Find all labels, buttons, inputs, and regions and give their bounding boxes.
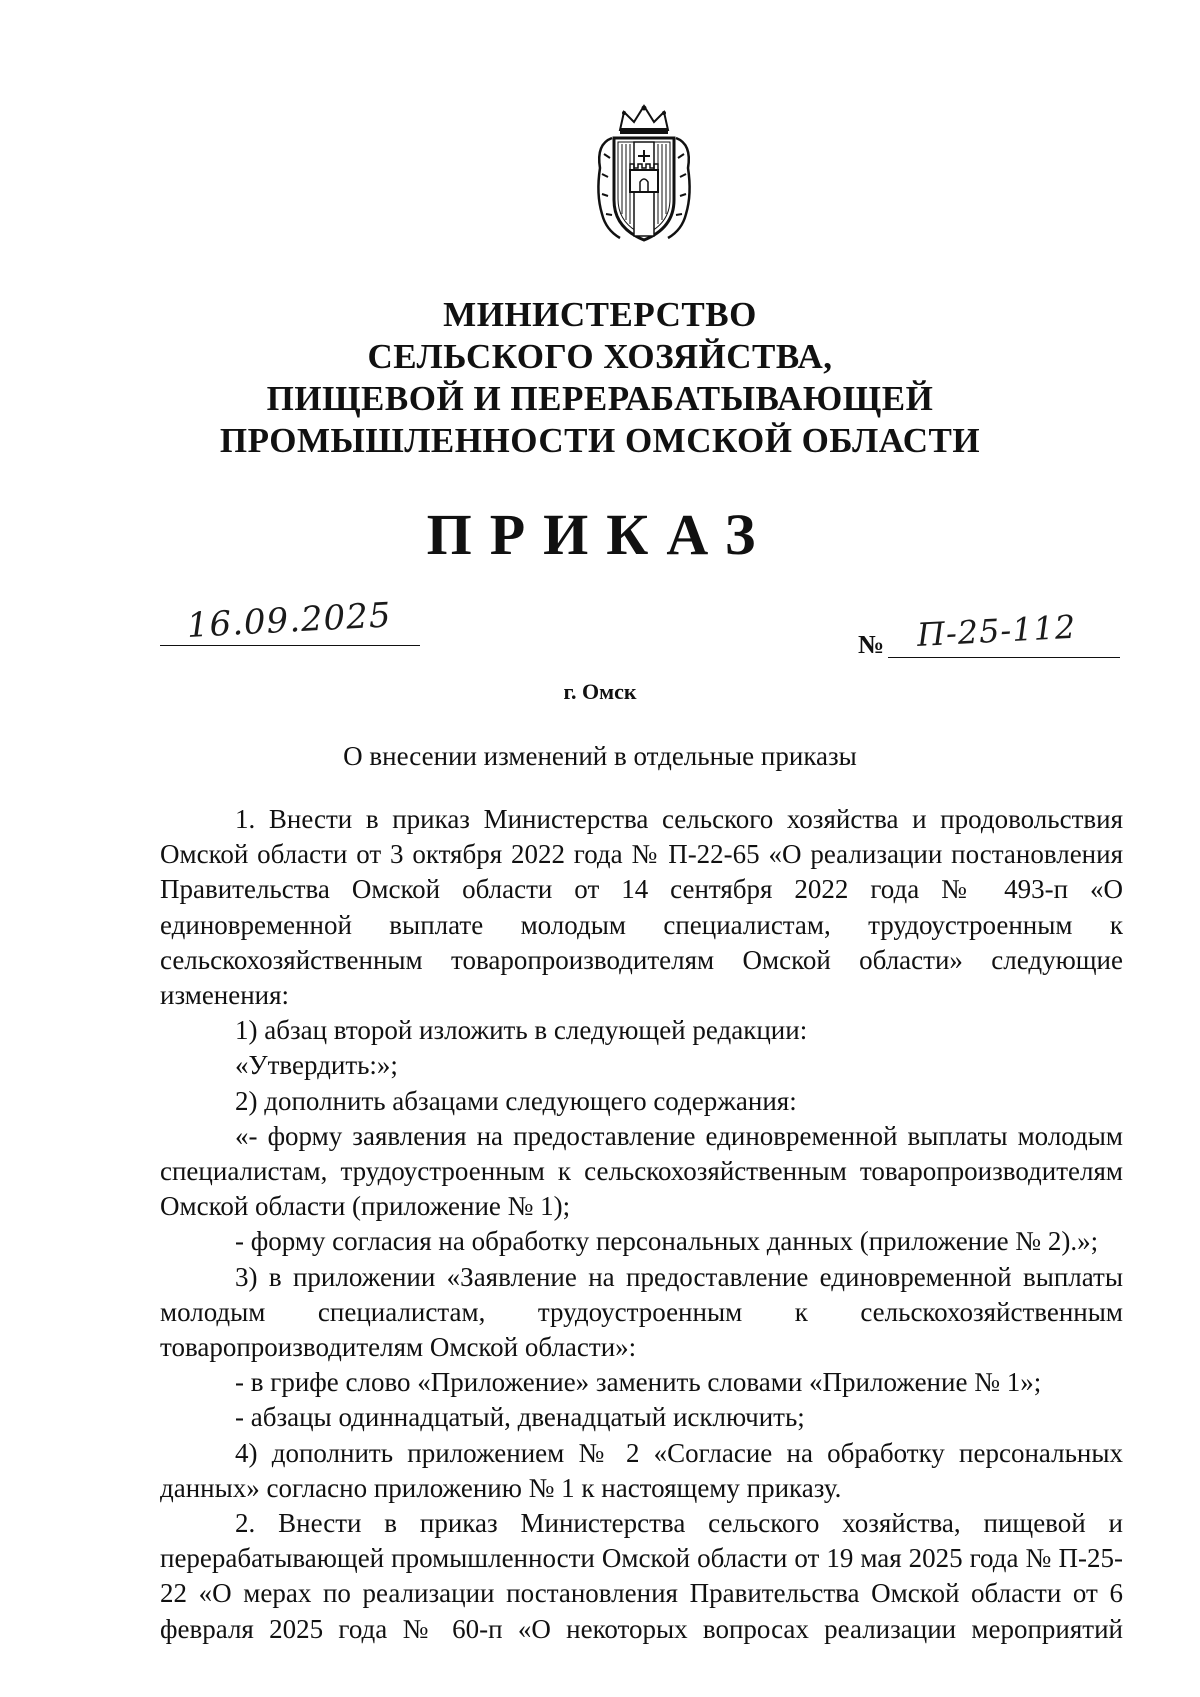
number-underline xyxy=(888,657,1120,658)
paragraph: «- форму заявления на предоставление единовременной выплаты молодым специалистам, трудоустроенным к сельскохозяйственным товаропроизводителям Омской области (приложение № 1); xyxy=(160,1120,1123,1222)
coat-of-arms-icon xyxy=(590,104,698,246)
ministry-line-2: СЕЛЬСКОГО ХОЗЯЙСТВА, xyxy=(367,337,833,376)
document-type-title: ПРИКАЗ xyxy=(426,502,774,567)
paragraph: 1) абзац второй изложить в следующей редакции: xyxy=(235,1015,808,1046)
ministry-line-3: ПИЩЕВОЙ И ПЕРЕРАБАТЫВАЮЩЕЙ xyxy=(266,379,934,418)
handwritten-order-number: П-25-112 xyxy=(916,607,1078,654)
paragraph: 4) дополнить приложением № 2 «Согласие на обработку персональных данных» согласно приложению № 1 к настоящему приказу. xyxy=(160,1437,1123,1503)
number-label: № xyxy=(858,630,885,659)
paragraph: 1. Внести в приказ Министерства сельского хозяйства и продовольствия Омской области от 3 октября 2022 года № П-22-65 «О реализации постановления Правительства Омской области от 14 сентября 2022 года № 493-п «О единовременной выплате молодым специалистам, трудоустроенным к сельскохозяйственным товаропроизводителям Омской области» следующие изменения: xyxy=(160,804,1123,1011)
city: г. Омск xyxy=(563,679,637,704)
ministry-line-4: ПРОМЫШЛЕННОСТИ ОМСКОЙ ОБЛАСТИ xyxy=(219,421,981,460)
ministry-line-1: МИНИСТЕРСТВО xyxy=(443,295,757,334)
paragraph: - абзацы одиннадцатый, двенадцатый исключить; xyxy=(235,1402,805,1433)
order-subject: О внесении изменений в отдельные приказы xyxy=(343,741,857,771)
paragraph: «Утвердить:»; xyxy=(235,1050,398,1081)
handwritten-date: 16.09.2025 xyxy=(185,595,393,646)
date-underline xyxy=(160,645,420,646)
paragraph: - в грифе слово «Приложение» заменить словами «Приложение № 1»; xyxy=(235,1367,1042,1398)
paragraph: - форму согласия на обработку персональных данных (приложение № 2).»; xyxy=(235,1226,1099,1257)
paragraph: 2) дополнить абзацами следующего содержания: xyxy=(235,1085,797,1116)
paragraph: 3) в приложении «Заявление на предоставление единовременной выплаты молодым специалистам, трудоустроенным к сельскохозяйственным товаропроизводителям Омской области»: xyxy=(160,1261,1123,1363)
paragraph: 2. Внести в приказ Министерства сельского хозяйства, пищевой и перерабатывающей промышленности Омской области от 19 мая 2025 года № П-25-22 «О мерах по реализации постановления Правительства Омской области от 6 февраля 2025 года № 60-п «О некоторых вопросах реализации мероприятий xyxy=(160,1508,1123,1644)
ministry-name xyxy=(160,294,1040,462)
order-body xyxy=(160,802,1123,1647)
